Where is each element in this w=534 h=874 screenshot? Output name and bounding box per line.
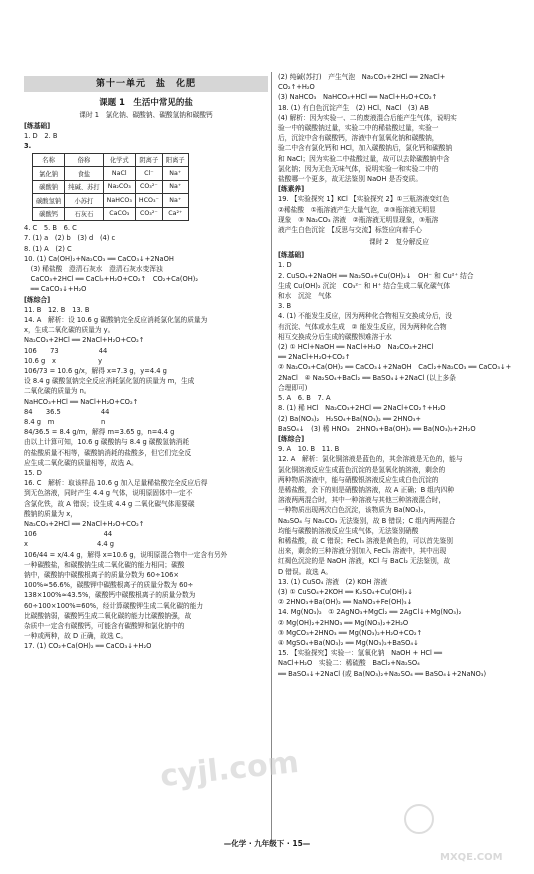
table-cell: Cl⁻ bbox=[135, 167, 162, 181]
answer-line: 84/36.5 = 8.4 g/m，解得 m=3.65 g，n=4.4 g bbox=[24, 428, 175, 437]
section-heading: [练综合] bbox=[24, 295, 51, 304]
table-cell: Na₂CO₃ bbox=[103, 180, 135, 194]
table-header-cell: 阳离子 bbox=[162, 153, 188, 167]
watermark-right: MXQE.COM bbox=[440, 852, 503, 863]
answer-line: ② 2HNO₃+Ba(OH)₂ ══ NaNO₃+Fe(OH)₃↓ bbox=[278, 598, 413, 607]
unit-title-banner: 第十一单元 盐 化肥 bbox=[24, 76, 268, 92]
answer-line: 两种物质溶液中，能与硝酸银溶液反应生成白色沉淀的 bbox=[278, 475, 439, 484]
answer-line: Na₂CO₃+2HCl ══ 2NaCl+H₂O+CO₂↑ bbox=[24, 336, 145, 345]
table-header-cell: 名称 bbox=[33, 153, 65, 167]
answer-line: 8.4 g m n bbox=[24, 417, 106, 426]
answer-line: 和稀盐酸，故 C 错误；FeCl₃ 溶液是黄色的，可以首先鉴别 bbox=[278, 536, 453, 545]
answer-line: 到无色溶液，同时产生 4.4 g 气体，说明原固体中一定不 bbox=[24, 489, 193, 498]
answer-line: 含氯化铁，故 A 错误；设生成 4.4 g 二氧化碳气体需要碳 bbox=[24, 499, 195, 508]
answer-line: 溶液两两混合时，其中一种溶液与其他三种溶液混合时， bbox=[278, 496, 446, 505]
answer-line: 酸钠的质量为 x， bbox=[24, 509, 77, 518]
answer-line: 合理即可) bbox=[278, 383, 308, 392]
answer-line: 由以上计算可知，10.6 g 碳酸钠与 8.4 g 碳酸氢钠消耗 bbox=[24, 438, 190, 447]
answer-line: CaCO₃+2HCl ══ CaCl₂+H₂O+CO₂↑ CO₂+Ca(OH)₂ bbox=[24, 275, 199, 284]
answer-line: 16. C 解析：取该样品 10.6 g 加入足量稀盐酸完全反应后得 bbox=[24, 479, 208, 488]
table-cell: 小苏打 bbox=[65, 194, 103, 208]
answer-line: 15. 【实验探究】实验一：氢氧化钠 NaOH + HCl ══ bbox=[278, 649, 443, 658]
answer-line: 9. A 10. B 11. B bbox=[278, 445, 340, 454]
table-header-row bbox=[33, 153, 189, 167]
answer-line: 红褐色沉淀的是 NaOH 溶液，KCl 与 BaCl₂ 无法鉴别，故 bbox=[278, 557, 451, 566]
left-column bbox=[24, 72, 268, 652]
table-cell: CO₃²⁻ bbox=[135, 207, 162, 221]
watermark-left: cyjl.com bbox=[158, 744, 301, 795]
answer-line: ══ BaSO₄↓+2NaCl (或 Ba(NO₃)₂+Na₂SO₄ ══ BaSO₄↓+2NaNO₃) bbox=[278, 669, 487, 678]
answer-line: 和 NaCl；因为实验二中盐酸过量，故可以去除碳酸钠中含 bbox=[278, 154, 450, 163]
answer-line: x 4.4 g bbox=[24, 540, 114, 549]
lesson-title: 课题 1 生活中常见的盐 bbox=[99, 98, 193, 108]
answer-line: 液产生白色沉淀 【反思与交流】标签应向着手心 bbox=[278, 226, 422, 235]
answer-line: 出来，剩余的三种溶液分别加入 FeCl₃ 溶液中，其中出现 bbox=[278, 547, 447, 556]
answer-line: ④ MgSO₄+Ba(NO₃)₂ ══ Mg(NO₃)₂+BaSO₄↓ bbox=[278, 638, 419, 647]
answer-line: NaCl+H₂O 实验二：稀硫酸 BaCl₂+Na₂SO₄ bbox=[278, 659, 420, 668]
answer-line: (2) ① HCl+NaOH ══ NaCl+H₂O Na₂CO₃+2HCl bbox=[278, 343, 434, 352]
table-cell: 氯化钠 bbox=[33, 167, 65, 181]
table-cell: 碳酸氢钠 bbox=[33, 194, 65, 208]
answer-line: 7. (1) a (2) b (3) d (4) c bbox=[24, 234, 116, 243]
table-row bbox=[33, 207, 189, 221]
table-cell: 食盐 bbox=[65, 167, 103, 181]
answer-line: 8. (1) 稀 HCl Na₂CO₃+2HCl ══ 2NaCl+CO₂↑+H₂O bbox=[278, 404, 446, 413]
answer-line: 10.6 g x y bbox=[24, 356, 103, 365]
answer-block bbox=[24, 223, 268, 652]
answer-line: 1. D bbox=[278, 261, 292, 270]
answer-line: 验二中含有氯化钙和 HCl，加入碳酸钠后，氯化钙和碳酸钠 bbox=[278, 144, 453, 153]
watermark-logo-icon bbox=[404, 804, 434, 834]
answer-line: 15. D bbox=[24, 468, 42, 477]
answer-line: 杂质中一定含有碳酸钙，可能含有碳酸钾和氯化钠中的 bbox=[24, 622, 185, 631]
table-cell: Na⁺ bbox=[162, 167, 188, 181]
answer-line: 一种或两种，故 D 正确，故选 C。 bbox=[24, 632, 128, 641]
section-heading: [练综合] bbox=[278, 434, 305, 443]
table-cell: 纯碱、苏打 bbox=[65, 180, 103, 194]
answer-block bbox=[278, 250, 520, 679]
answer-line: 生成 Cu(OH)₂ 沉淀 CO₃²⁻ 和 H⁺ 结合生成二氧化碳气体 bbox=[278, 281, 451, 290]
table-cell: 碳酸钙 bbox=[33, 207, 65, 221]
answer-line: 100%≈56.6%，碳酸钾中碳酸根离子的质量分数为 60÷ bbox=[24, 581, 194, 590]
answer-line: 二氧化碳的质量为 n。 bbox=[24, 387, 91, 396]
answer-line: NaHCO₃+HCl ══ NaCl+H₂O+CO₂↑ bbox=[24, 397, 139, 406]
answer-line: 14. A 解析：设 10.6 g 碳酸钠完全反应消耗氯化氢的质量为 bbox=[24, 315, 208, 324]
table-cell: NaHCO₃ bbox=[103, 194, 135, 208]
answer-line: 应生成二氧化碳的质量相等，故选 A。 bbox=[24, 458, 138, 467]
answer-line: 氯化铜溶液反应生成蓝色沉淀的是氢氧化钠溶液，剩余的 bbox=[278, 465, 446, 474]
table-header-cell: 阴离子 bbox=[135, 153, 162, 167]
answer-line: x，生成二氧化碳的质量为 y。 bbox=[24, 326, 115, 335]
section-heading: [练基础] bbox=[24, 122, 51, 130]
answer-line: 现象 ③ Na₂CO₃ 溶液 ②瓶溶液无明显现象，③瓶溶 bbox=[278, 215, 439, 224]
table-row bbox=[33, 167, 189, 181]
answer-block bbox=[24, 121, 268, 152]
answer-line: 均能与碳酸钠溶液反应生成气体，无法鉴别硝酸 bbox=[278, 526, 419, 535]
answer-line: 2NaCl ④ Na₂SO₄+BaCl₂ ══ BaSO₄↓+2NaCl (以上多条 bbox=[278, 373, 456, 382]
answer-line: 106/44 = x/4.4 g，解得 x=10.6 g，说明原混合物中一定含有另外 bbox=[24, 550, 228, 559]
answer-line: 钠中，碳酸钠中碳酸根离子的质量分数为 60÷106× bbox=[24, 571, 179, 580]
table-row bbox=[33, 180, 189, 194]
answer-line: 106/73 = 10.6 g/x，解得 x=7.3 g，y=4.4 g bbox=[24, 366, 167, 375]
answer-line: 一种物质出现两次白色沉淀，该物质为 Ba(NO₃)₂， bbox=[278, 506, 431, 515]
answer-line: BaSO₄↓ (3) 稀 HNO₃ 2HNO₃+Ba(OH)₂ ══ Ba(NO₃)₂+2H₂O bbox=[278, 424, 476, 433]
answer-line: ② Mg(OH)₂+2HNO₃ ══ Mg(NO₃)₂+2H₂O bbox=[278, 618, 409, 627]
answer-line: D 错误。故选 A。 bbox=[278, 567, 333, 576]
answer-line: ②稀盐酸 ①瓶溶液产生大量气泡，②③瓶溶液无明显 bbox=[278, 205, 436, 214]
answer-line: 60÷100×100%=60%，经计算碳酸钾生成二氧化碳的能力 bbox=[24, 601, 204, 610]
answer-line: (3) NaHCO₃ NaHCO₃+HCl ══ NaCl+H₂O+CO₂↑ bbox=[278, 93, 438, 102]
answer-line: CO₂↑+H₂O bbox=[278, 83, 315, 92]
answer-line: 10. (1) Ca(OH)₂+Na₂CO₃ ══ CaCO₃↓+2NaOH bbox=[24, 254, 174, 263]
answer-line: (2) 纯碱(苏打) 产生气泡 Na₂CO₃+2HCl ══ 2NaCl+ bbox=[278, 73, 446, 81]
answer-line: 17. (1) CO₂+Ca(OH)₂ ══ CaCO₃↓+H₂O bbox=[24, 642, 152, 651]
table-cell: 石灰石 bbox=[65, 207, 103, 221]
answer-line: 1. D 2. B bbox=[24, 132, 58, 141]
answer-line: 盐酸哪一个更多，故无法鉴别 NaOH 是否变质。 bbox=[278, 175, 423, 184]
answer-line: 106 44 bbox=[24, 530, 113, 539]
answer-line: 相互交换成分后生成的碳酸钡难溶于水 bbox=[278, 332, 392, 341]
table-row bbox=[33, 194, 189, 208]
answer-line: 19. 【实验探究 1】KCl 【实验探究 2】①三瓶溶液变红色 bbox=[278, 195, 450, 204]
answer-line: 一种碳酸盐，和碳酸钠生成二氧化碳的能力相同；碳酸 bbox=[24, 560, 185, 569]
answer-line: ══ 2NaCl+H₂O+CO₂↑ bbox=[278, 353, 351, 362]
answer-line: 14. Mg(NO₃)₂ ① 2AgNO₃+MgCl₂ ══ 2AgCl↓+Mg(NO₃)₂ bbox=[278, 608, 462, 617]
answer-line: 2. CuSO₄+2NaOH ══ Na₂SO₄+Cu(OH)₂↓ OH⁻ 和 Cu²⁺ 结合 bbox=[278, 271, 474, 280]
table-header-cell: 化学式 bbox=[103, 153, 135, 167]
answer-line: 氯化钠；因为无色无味气体，说明实验一和实验二中的 bbox=[278, 164, 439, 173]
answer-line: 验一中的碳酸钠过量，实验二中的稀盐酸过量，实验一 bbox=[278, 124, 439, 133]
section-heading: 3. bbox=[24, 142, 32, 151]
lesson2-subtitle: 课时 2 复分解反应 bbox=[369, 238, 429, 247]
answer-line: 138×100%≈43.5%，碳酸钙中碳酸根离子的质量分数为 bbox=[24, 591, 196, 600]
answer-line: 3. B bbox=[278, 302, 292, 311]
answer-line: 是稀盐酸，余下的则是硝酸钠溶液，故 A 正确；B 组内四种 bbox=[278, 485, 455, 494]
table-cell: CO₃²⁻ bbox=[135, 180, 162, 194]
table-cell: Na⁺ bbox=[162, 180, 188, 194]
answer-line: ③ MgCO₃+2HNO₃ ══ Mg(NO₃)₂+H₂O+CO₂↑ bbox=[278, 628, 423, 637]
answer-line: (4) 解析：因为实验一、二的废液混合后能产生气体，说明实 bbox=[278, 113, 457, 122]
answer-line: (3) 稀盐酸 澄清石灰水 澄清石灰水变浑浊 bbox=[24, 264, 163, 273]
answer-block bbox=[278, 72, 520, 235]
answer-line: 的盐酸质量不相等，碳酸钠消耗的盐酸多，但它们完全反 bbox=[24, 448, 192, 457]
answer-line: 12. A 解析：氯化铜溶液是蓝色的，其余溶液是无色的，能与 bbox=[278, 455, 463, 464]
answer-line: 4. C 5. B 6. C bbox=[24, 224, 77, 233]
table-cell: HCO₃⁻ bbox=[135, 194, 162, 208]
lesson-subtitle: 课时 1 氯化钠、碳酸钠、碳酸氢钠和碳酸钙 bbox=[79, 111, 213, 119]
answer-line: Na₂SO₄ 与 Na₂CO₃ 无法鉴别，故 B 错误；C 组内两两混合 bbox=[278, 516, 456, 525]
answer-line: ══ CaCO₃↓+H₂O bbox=[24, 285, 87, 294]
right-column bbox=[278, 72, 520, 679]
answer-line: 106 73 44 bbox=[24, 346, 108, 355]
answer-line: 84 36.5 44 bbox=[24, 407, 110, 416]
answer-line: 18. (1) 有白色沉淀产生 (2) HCl、NaCl (3) AB bbox=[278, 103, 429, 112]
answer-line: (2) Ba(NO₃)₂ H₂SO₄+Ba(NO₃)₂ ══ 2HNO₃+ bbox=[278, 414, 421, 423]
table-cell: Ca²⁺ bbox=[162, 207, 188, 221]
answer-line: 比碳酸钠弱，碳酸钙生成二氧化碳的能力比碳酸钠强，故 bbox=[24, 611, 192, 620]
answer-line: 5. A 6. B 7. A bbox=[278, 394, 331, 403]
table-header-cell: 俗称 bbox=[65, 153, 103, 167]
answer-line: 后，沉淀中含有碳酸钙，溶液中有氢氧化钠和碳酸钠， bbox=[278, 134, 439, 143]
table-cell: CaCO₃ bbox=[103, 207, 135, 221]
section-heading: [练素养] bbox=[278, 185, 305, 194]
answer-line: 8. (1) A (2) C bbox=[24, 244, 72, 253]
answer-line: ② Na₂CO₃+Ca(OH)₂ ══ CaCO₃↓+2NaOH CaCl₂+Na₂CO₃ ══ CaCO₃↓+ bbox=[278, 363, 512, 372]
page-footer: —化学 · 九年级下 · 15— bbox=[223, 839, 311, 848]
answer-line: 13. (1) CuSO₄ 溶液 (2) KOH 溶液 bbox=[278, 577, 388, 586]
table-cell: NaCl bbox=[103, 167, 135, 181]
answer-line: 4. (1) 不能发生反应，因为两种化合物相互交换成分后，没 bbox=[278, 312, 452, 321]
answer-line: (3) ① CuSO₄+2KOH ══ K₂SO₄+Cu(OH)₂↓ bbox=[278, 587, 413, 596]
section-heading: [练基础] bbox=[278, 251, 305, 260]
column-divider bbox=[271, 72, 272, 842]
answer-line: 有沉淀、气体或水生成 ② 能发生反应，因为两种化合物 bbox=[278, 322, 447, 331]
salt-table bbox=[32, 153, 189, 222]
answer-line: 11. B 12. B 13. B bbox=[24, 305, 90, 314]
table-cell: 碳酸钠 bbox=[33, 180, 65, 194]
answer-line: Na₂CO₃+2HCl ══ 2NaCl+H₂O+CO₂↑ bbox=[24, 520, 145, 528]
answer-line: 设 8.4 g 碳酸氢钠完全反应消耗氯化氢的质量为 m，生成 bbox=[24, 377, 195, 386]
table-cell: Na⁺ bbox=[162, 194, 188, 208]
answer-line: 和水 沉淀 气体 bbox=[278, 292, 332, 301]
